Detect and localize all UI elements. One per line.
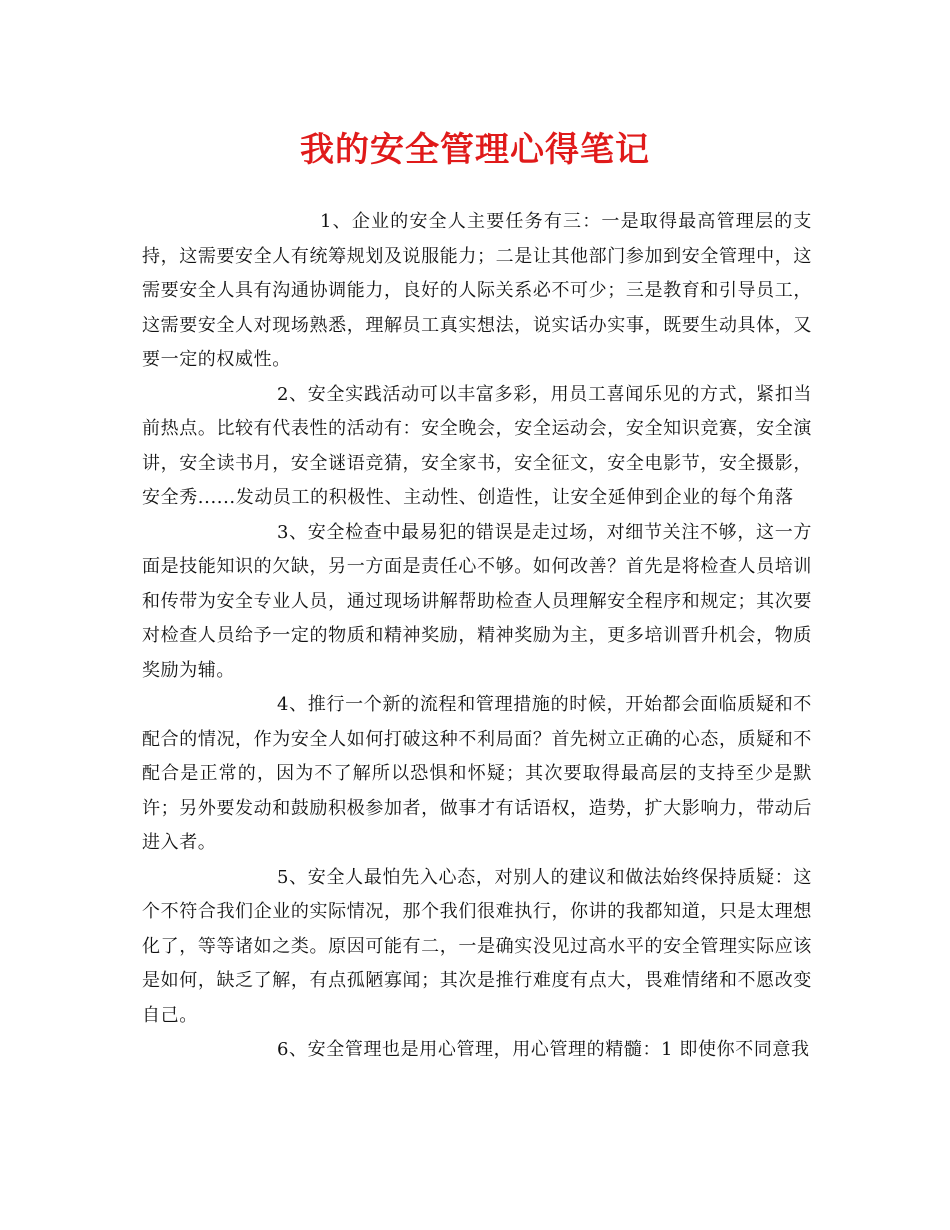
paragraph-4: 4、推行一个新的流程和管理措施的时候，开始都会面临质疑和不配合的情况，作为安全人如何打破这种不利局面？首先树立正确的心态，质疑和不配合是正常的，因为不了解所以恐惧和怀疑；其次要取得最高层的支持至少是默许；另外要发动和鼓励积极参加者，做事才有话语权，造势，扩大影响力，带动后进入者。 (142, 694, 812, 853)
paragraph-2: 2、安全实践活动可以丰富多彩，用员工喜闻乐见的方式，紧扣当前热点。比较有代表性的活动有：安全晚会，安全运动会，安全知识竞赛，安全演讲，安全读书月，安全谜语竞猜，安全家书，安全征文，安全电影节，安全摄影，安全秀......发动员工的积极性、主动性、创造性，让安全延伸到企业的每个角落 (142, 383, 812, 508)
paragraph-3: 3、安全检查中最易犯的错误是走过场，对细节关注不够，这一方面是技能知识的欠缺，另一方面是责任心不够。如何改善？首先是将检查人员培训和传带为安全专业人员，通过现场讲解帮助检查人员理解安全程序和规定；其次要对检查人员给予一定的物质和精神奖励，精神奖励为主，更多培训晋升机会，物质奖励为辅。 (142, 521, 812, 681)
document-title: 我的安全管理心得笔记 (300, 130, 650, 170)
document-body (142, 205, 812, 1068)
paragraph-5: 5、安全人最怕先入心态，对别人的建议和做法始终保持质疑：这个不符合我们企业的实际情况，那个我们很难执行，你讲的我都知道，只是太理想化了，等等诸如之类。原因可能有二，一是确实没见过高水平的安全管理实际应该是如何，缺乏了解，有点孤陋寡闻；其次是推行难度有点大，畏难情绪和不愿改变自己。 (142, 866, 812, 1026)
paragraph-1: 1、企业的安全人主要任务有三：一是取得最高管理层的支持，这需要安全人有统筹规划及说服能力；二是让其他部门参加到安全管理中，这需要安全人具有沟通协调能力，良好的人际关系必不可少；三是教育和引导员工，这需要安全人对现场熟悉，理解员工真实想法，说实话办实事，既要生动具体，又要一定的权威性。 (142, 211, 812, 370)
paragraph-6: 6、安全管理也是用心管理，用心管理的精髓：1 即使你不同意我 (277, 1039, 810, 1060)
